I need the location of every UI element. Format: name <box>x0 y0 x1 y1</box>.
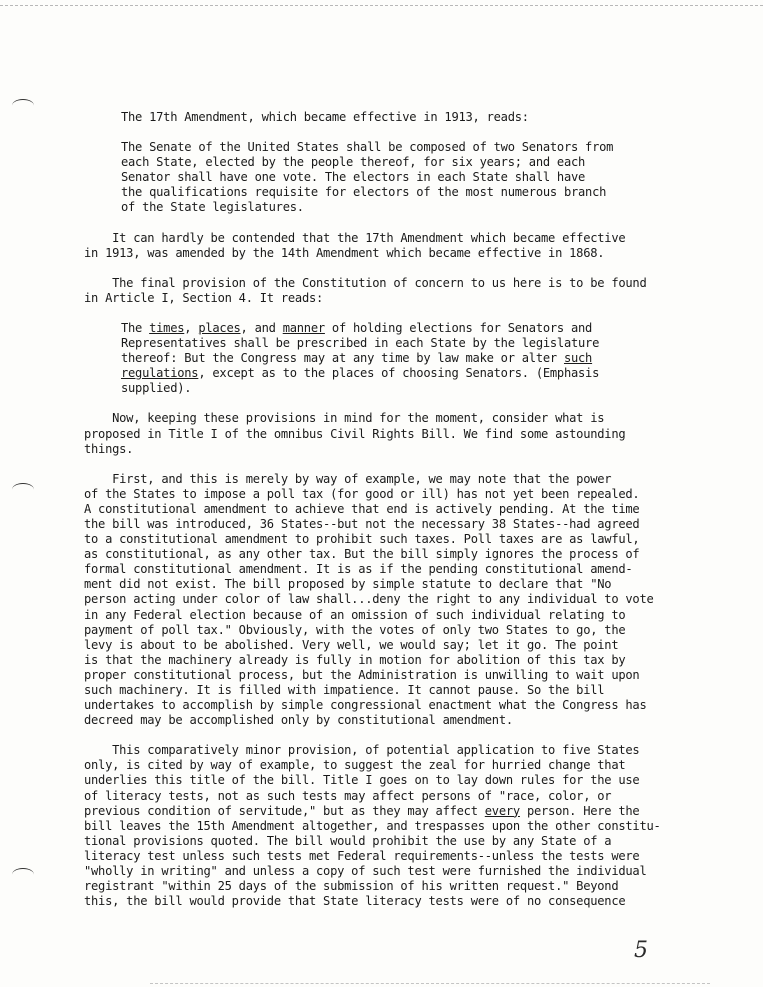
paragraph-poll-tax <box>84 472 704 729</box>
text-line: registrant "within 25 days of the submission of his written request." Beyond <box>84 879 619 894</box>
quote-article-1-section-4 <box>84 321 704 396</box>
quote-line: Senator shall have one vote. The electors in each State shall have <box>121 170 586 185</box>
paragraph-article-1 <box>84 276 704 306</box>
text-line: in any Federal election because of an omission of such individual relating to <box>84 607 626 622</box>
quote-line: the qualifications requisite for electors of the most numerous branch <box>121 185 607 200</box>
quote-line: The Senate of the United States shall be composed of two Senators from <box>121 140 614 155</box>
text-line: to a constitutional amendment to prohibit such taxes. Poll taxes are as lawful, <box>84 532 640 547</box>
margin-mark <box>12 99 34 112</box>
text-line: the bill was introduced, 36 States--but not the necessary 38 States--had agreed <box>84 516 640 531</box>
text-line: bill leaves the 15th Amendment altogether, and trespasses upon the other constitu- <box>84 818 661 833</box>
quote-line: regulations, except as to the places of choosing Senators. (Emphasis <box>121 366 600 381</box>
page-number: 5 <box>634 938 648 963</box>
text-line: A constitutional amendment to achieve that end is actively pending. At the time <box>84 501 640 516</box>
quote-line: supplied). <box>121 381 192 396</box>
paragraph-title-1 <box>84 411 704 456</box>
text-line: The final provision of the Constitution of concern to us here is to be found <box>84 275 647 290</box>
text-line: person acting under color of law shall...deny the right to any individual to vote <box>84 592 654 607</box>
quote-line: each State, elected by the people thereof, for six years; and each <box>121 155 586 170</box>
text-line: of literacy tests, not as such tests may affect persons of "race, color, or <box>84 788 612 803</box>
paragraph-17th-vs-14th <box>84 231 704 261</box>
quote-line: Representatives shall be prescribed in each State by the legislature <box>121 336 600 351</box>
emphasis-every: every <box>484 803 520 818</box>
text-line: formal constitutional amendment. It is as if the pending constitutional amend- <box>84 562 633 577</box>
text-line: decreed may be accomplished only by constitutional amendment. <box>84 713 513 728</box>
text-line: such machinery. It is filled with impatience. It cannot pause. So the bill <box>84 683 605 697</box>
text-line: proposed in Title I of the omnibus Civil Rights Bill. We find some astounding <box>84 426 626 441</box>
text-line: is that the machinery already is fully in motion for abolition of this tax by <box>84 652 626 667</box>
text-line: in 1913, was amended by the 14th Amendment which became effective in 1868. <box>84 245 605 260</box>
text-line: Now, keeping these provisions in mind for the moment, consider what is <box>84 411 605 426</box>
text-line: this, the bill would provide that State literacy tests were of no consequence <box>84 894 626 909</box>
text-line: levy is about to be abolished. Very well, we would say; let it go. The point <box>84 637 619 652</box>
emphasis-regulations: regulations <box>121 366 199 381</box>
text-line: previous condition of servitude," but as they may affect every person. Here the <box>84 803 640 818</box>
margin-mark <box>12 868 34 881</box>
quote-line: thereof: But the Congress may at any time by law make or alter such <box>121 351 593 366</box>
text-line: of the States to impose a poll tax (for good or ill) has not yet been repealed. <box>84 486 640 501</box>
emphasis-places: places <box>198 320 241 335</box>
text-line: underlies this title of the bill. Title I goes on to lay down rules for the use <box>84 773 640 788</box>
text-line: tional provisions quoted. The bill would prohibit the use by any State of a <box>84 833 612 848</box>
intro-line: The 17th Amendment, which became effective in 1913, reads: <box>121 110 529 124</box>
emphasis-such: such <box>563 351 593 366</box>
text-line: as constitutional, as any other tax. But the bill simply ignores the process of <box>84 547 640 562</box>
quote-line: The times, places, and manner of holding elections for Senators and <box>121 320 593 335</box>
page-top-edge <box>0 5 763 6</box>
text-line: payment of poll tax." Obviously, with the votes of only two States to go, the <box>84 622 626 637</box>
text-line: First, and this is merely by way of example, we may note that the power <box>84 471 612 486</box>
emphasis-manner: manner <box>282 320 325 335</box>
emphasis-times: times <box>149 320 185 335</box>
quote-line: of the State legislatures. <box>121 200 304 215</box>
margin-mark <box>12 483 34 496</box>
document-body <box>84 110 704 909</box>
text-line: literacy test unless such tests met Federal requirements--unless the tests were <box>84 848 640 863</box>
page-bottom-edge <box>150 983 710 984</box>
paragraph-literacy-tests <box>84 743 704 909</box>
text-line: This comparatively minor provision, of potential application to five States <box>84 743 640 758</box>
text-line: undertakes to accomplish by simple congressional enactment what the Congress has <box>84 698 647 713</box>
text-line: things. <box>84 441 134 456</box>
text-line: in Article I, Section 4. It reads: <box>84 290 324 305</box>
text-line: ment did not exist. The bill proposed by simple statute to declare that "No <box>84 577 612 592</box>
text-line: It can hardly be contended that the 17th Amendment which became effective <box>84 230 626 245</box>
text-line: only, is cited by way of example, to suggest the zeal for hurried change that <box>84 758 626 773</box>
text-line: proper constitutional process, but the Administration is unwilling to wait upon <box>84 667 640 682</box>
quote-17th-amendment <box>84 140 704 215</box>
text-line: "wholly in writing" and unless a copy of such test were furnished the individual <box>84 864 647 879</box>
